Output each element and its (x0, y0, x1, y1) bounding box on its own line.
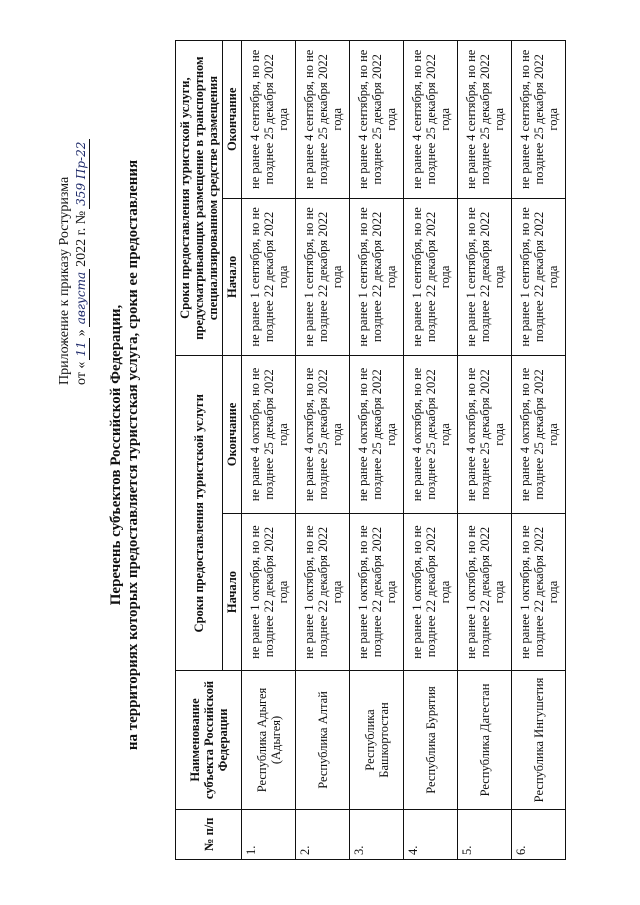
appendix-line2: от «11»августа2022 г. №359 Пр-22 (73, 137, 90, 385)
row-transport-start: не ранее 1 сентября, но не позднее 22 декабря 2022 года (296, 198, 350, 356)
header-group-transport-terms: Сроки предоставления туристской услуги, предусматривающих размещение в транспортном специализированном средстве размещения (176, 41, 223, 356)
appendix-date-month: августа (73, 269, 90, 327)
row-service-start: не ранее 1 октября, но не позднее 22 декабря 2022 года (512, 513, 566, 671)
row-transport-start: не ранее 1 сентября, но не позднее 22 декабря 2022 года (350, 198, 404, 356)
row-number: 1. (242, 809, 296, 859)
row-subject: Республика Бурятия (404, 671, 458, 809)
row-service-start: не ранее 1 октября, но не позднее 22 декабря 2022 года (296, 513, 350, 671)
row-service-start: не ранее 1 октября, но не позднее 22 декабря 2022 года (242, 513, 296, 671)
header-num: № п/п (176, 809, 242, 859)
header-subject: Наименование субъекта Российской Федерации (176, 671, 242, 809)
row-transport-start: не ранее 1 сентября, но не позднее 22 декабря 2022 года (458, 198, 512, 356)
table-row (404, 41, 458, 860)
row-service-end: не ранее 4 октября, но не позднее 25 декабря 2022 года (458, 356, 512, 514)
header-start: Начало (223, 513, 242, 671)
row-service-end: не ранее 4 октября, но не позднее 25 декабря 2022 года (350, 356, 404, 514)
row-service-end: не ранее 4 октября, но не позднее 25 декабря 2022 года (242, 356, 296, 514)
row-number: 5. (458, 809, 512, 859)
header-end: Окончание (223, 356, 242, 514)
row-number: 4. (404, 809, 458, 859)
regions-table (175, 40, 566, 860)
row-service-start: не ранее 1 октября, но не позднее 22 декабря 2022 года (404, 513, 458, 671)
table-row (242, 41, 296, 860)
header-group-service-terms: Сроки предоставления туристской услуги (176, 356, 223, 671)
row-subject: Республика Алтай (296, 671, 350, 809)
appendix-order-number: 359 Пр-22 (73, 139, 90, 209)
row-transport-start: не ранее 1 сентября, но не позднее 22 декабря 2022 года (404, 198, 458, 356)
appendix-line1: Приложение к приказу Ростуризма (57, 176, 72, 385)
appendix-date-day: 11 (73, 338, 90, 359)
row-number: 2. (296, 809, 350, 859)
appendix-date-year: 2022 г. № (74, 210, 89, 267)
row-subject: Республика Дагестан (458, 671, 512, 809)
row-transport-end: не ранее 4 сентября, но не позднее 25 декабря 2022 года (404, 41, 458, 199)
row-subject: Республика Башкортостан (350, 671, 404, 809)
title-line1: Перечень субъектов Российской Федерации, (108, 304, 124, 606)
row-service-end: не ранее 4 октября, но не позднее 25 декабря 2022 года (296, 356, 350, 514)
row-subject: Республика Ингушетия (512, 671, 566, 809)
row-service-end: не ранее 4 октября, но не позднее 25 декабря 2022 года (404, 356, 458, 514)
table-row (512, 41, 566, 860)
row-service-start: не ранее 1 октября, но не позднее 22 декабря 2022 года (458, 513, 512, 671)
row-transport-end: не ранее 4 сентября, но не позднее 25 декабря 2022 года (242, 41, 296, 199)
document-title (108, 75, 142, 835)
header-end: Окончание (223, 41, 242, 199)
appendix-date-prefix: от « (74, 361, 89, 385)
title-line2: на территориях которых предоставляется туристская услуга, сроки ее предоставления (125, 159, 141, 751)
table-row (458, 41, 512, 860)
row-service-end: не ранее 4 октября, но не позднее 25 декабря 2022 года (512, 356, 566, 514)
row-transport-start: не ранее 1 сентября, но не позднее 22 декабря 2022 года (242, 198, 296, 356)
row-transport-end: не ранее 4 сентября, но не позднее 25 декабря 2022 года (512, 41, 566, 199)
table-row (350, 41, 404, 860)
row-transport-start: не ранее 1 сентября, но не позднее 22 декабря 2022 года (512, 198, 566, 356)
appendix-header (57, 137, 90, 385)
row-service-start: не ранее 1 октября, но не позднее 22 декабря 2022 года (350, 513, 404, 671)
row-subject: Республика Адыгея (Адыгея) (242, 671, 296, 809)
row-number: 3. (350, 809, 404, 859)
header-start: Начало (223, 198, 242, 356)
row-transport-end: не ранее 4 сентября, но не позднее 25 декабря 2022 года (296, 41, 350, 199)
row-transport-end: не ранее 4 сентября, но не позднее 25 декабря 2022 года (458, 41, 512, 199)
row-transport-end: не ранее 4 сентября, но не позднее 25 декабря 2022 года (350, 41, 404, 199)
table-body (242, 41, 566, 860)
row-number: 6. (512, 809, 566, 859)
table-row (296, 41, 350, 860)
